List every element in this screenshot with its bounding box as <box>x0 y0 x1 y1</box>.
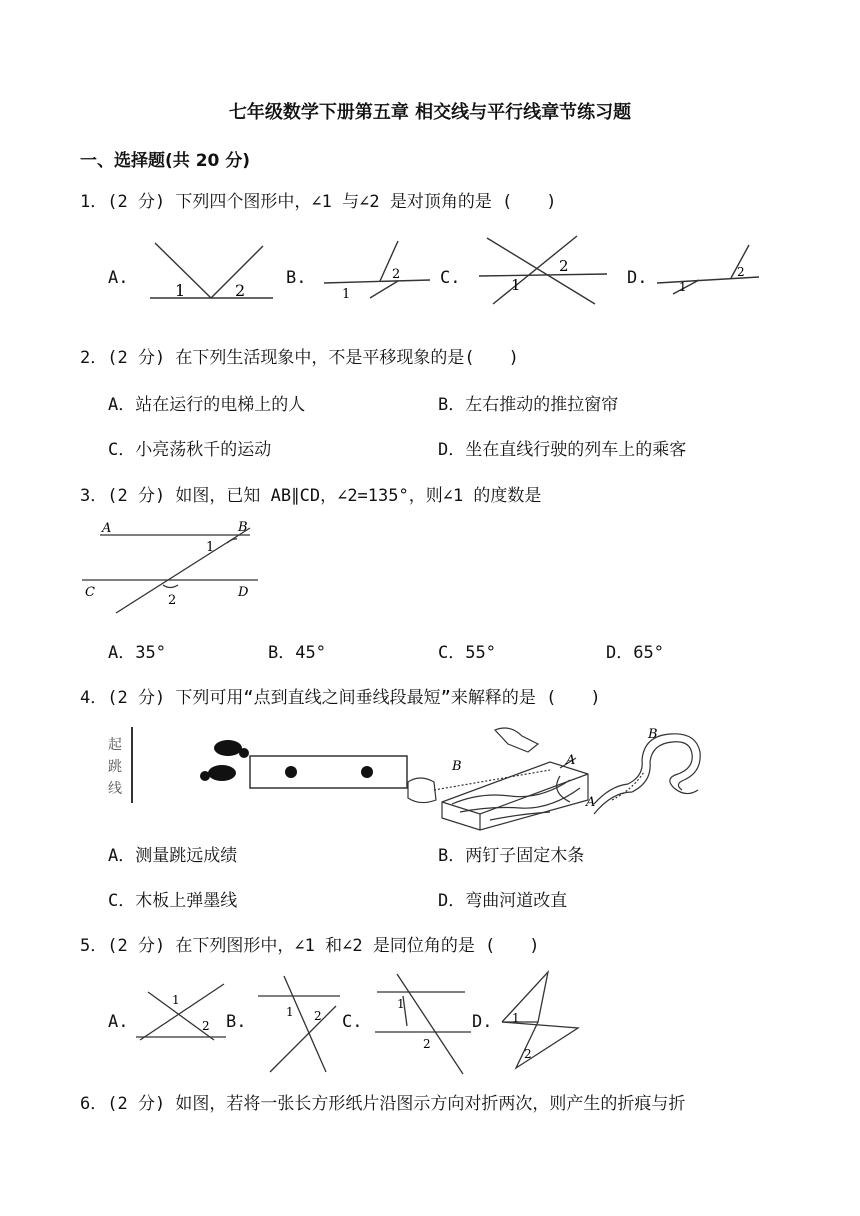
q5c-angle-1-label: 1 <box>397 997 405 1011</box>
q5-figure-a <box>134 982 229 1042</box>
q5a-angle-1-label: 1 <box>172 993 180 1007</box>
q1-figure-d <box>655 240 765 296</box>
q1a-angle-1-label: 1 <box>175 281 186 300</box>
q1b-angle-1-label: 1 <box>342 287 351 302</box>
footprints-icon <box>198 736 248 788</box>
q4c-point-b: B <box>452 759 462 774</box>
q1-figure-c <box>475 234 610 306</box>
question-6-stem: 6．(2 分) 如图，若将一张长方形纸片沿图示方向对折两次，则产生的折痕与折 <box>80 1094 686 1114</box>
q5-option-a-label: A. <box>108 1012 129 1032</box>
q5a-angle-2-label: 2 <box>202 1019 210 1033</box>
q5c-angle-2-label: 2 <box>423 1037 431 1051</box>
q4-option-a: A．测量跳远成绩 <box>108 846 238 866</box>
q3-option-b: B．45° <box>268 643 326 663</box>
q4-option-c: C．木板上弹墨线 <box>108 891 238 911</box>
question-1-stem: 1．(2 分) 下列四个图形中，∠1 与∠2 是对顶角的是 ( ) <box>80 192 557 212</box>
q1c-angle-1-label: 1 <box>511 276 521 294</box>
q1b-angle-2-label: 2 <box>392 267 401 282</box>
q1-option-a-label: A. <box>108 268 129 288</box>
q3-angle-1-label: 1 <box>206 540 215 555</box>
q1a-angle-2-label: 2 <box>235 281 246 300</box>
nail-icon <box>361 766 373 778</box>
jump-line-char-1: 起 <box>108 737 122 753</box>
q3-point-b: B <box>238 520 248 535</box>
q1-option-b-label: B. <box>286 268 307 288</box>
q4-figure-a-jump-line <box>100 725 145 805</box>
q5-figure-d <box>498 968 580 1072</box>
question-3-stem: 3．(2 分) 如图，已知 AB∥CD，∠2=135°，则∠1 的度数是 <box>80 486 542 506</box>
q1-option-c-label: C. <box>440 268 461 288</box>
q3-point-a: A <box>102 521 112 536</box>
q1-figure-b <box>320 236 435 301</box>
q3-angle-2-label: 2 <box>168 593 177 608</box>
q3-point-d: D <box>238 585 249 600</box>
question-2-stem: 2．(2 分) 在下列生活现象中，不是平移现象的是( ) <box>80 348 519 368</box>
q4c-point-a-top: A <box>566 753 576 768</box>
q4-figure-c-ink-line-board <box>400 722 596 834</box>
q2-option-d: D．坐在直线行驶的列车上的乘客 <box>438 440 687 460</box>
q2-option-c: C．小亮荡秋千的运动 <box>108 440 272 460</box>
q5-figure-b <box>256 972 344 1074</box>
jump-line-char-3: 线 <box>108 781 122 797</box>
q5-figure-c <box>373 972 473 1076</box>
q5b-angle-1-label: 1 <box>286 1005 294 1019</box>
q3-option-c: C．55° <box>438 643 496 663</box>
q4-figure-b-wood-strip <box>248 754 410 790</box>
q4-figure-d-river <box>592 722 702 822</box>
q4-option-d: D．弯曲河道改直 <box>438 891 568 911</box>
q3-option-a: A．35° <box>108 643 166 663</box>
q1-option-d-label: D. <box>627 268 648 288</box>
q1d-angle-2-label: 2 <box>737 265 745 279</box>
question-4-stem: 4．(2 分) 下列可用“点到直线之间垂线段最短”来解释的是 ( ) <box>80 688 601 708</box>
q4d-point-b: B <box>648 727 658 742</box>
q5-option-c-label: C. <box>342 1012 363 1032</box>
section-heading: 一、选择题(共 20 分) <box>80 151 251 171</box>
q1c-angle-2-label: 2 <box>559 257 569 275</box>
q5b-angle-2-label: 2 <box>314 1009 322 1023</box>
q3-figure <box>80 518 265 613</box>
jump-line-char-2: 跳 <box>108 759 122 775</box>
q2-option-a: A．站在运行的电梯上的人 <box>108 395 306 415</box>
q5-option-d-label: D. <box>472 1012 493 1032</box>
q3-point-c: C <box>85 585 95 600</box>
q1d-angle-1-label: 1 <box>679 280 687 294</box>
q5d-angle-1-label: 1 <box>512 1011 520 1025</box>
q2-option-b: B．左右推动的推拉窗帘 <box>438 395 619 415</box>
nail-icon <box>285 766 297 778</box>
q1-figure-a <box>145 238 280 304</box>
q5d-angle-2-label: 2 <box>524 1047 532 1061</box>
question-5-stem: 5．(2 分) 在下列图形中，∠1 和∠2 是同位角的是 ( ) <box>80 936 540 956</box>
q4c-point-a-bottom: A <box>586 795 596 810</box>
page-title: 七年级数学下册第五章 相交线与平行线章节练习题 <box>228 102 632 123</box>
q3-option-d: D．65° <box>606 643 664 663</box>
q5-option-b-label: B. <box>226 1012 247 1032</box>
q4-option-b: B．两钉子固定木条 <box>438 846 585 866</box>
